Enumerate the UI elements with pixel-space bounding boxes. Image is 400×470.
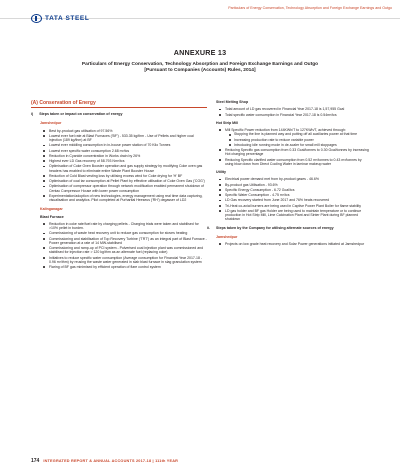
- jamshedpur-alt-list: [207, 242, 369, 246]
- list-item-text: Lowest ever middling consumption in in-house power station of 70 Kilo Tonnes: [49, 143, 171, 148]
- subtitle-line-1: Particulars of Energy Conservation, Technology Absorption and Foreign Exchange Earnings and Outgo: [81, 62, 319, 67]
- list-item: [49, 159, 207, 163]
- list-item-text: Projects on low grade heat recovery and Solar Power generations initiated at Jamshedpur: [225, 242, 365, 246]
- list-item: [225, 242, 369, 246]
- list-item-text: Electrical power demand met from by-product gases - 46.6%: [225, 177, 319, 182]
- list-item: [49, 134, 207, 143]
- list-item: [225, 158, 369, 167]
- tata-logo-icon: [31, 14, 42, 23]
- list-item-text: Experimentation/adoption of new technologies, energy management using real time data capturing, visualisation and analytics. Pilot completed at Purhartial Heeseus ('RH') degasser of LD2: [49, 193, 203, 202]
- list-item: [49, 174, 207, 178]
- running-title: Particulars of Energy Conservation, Technology Absorption and Foreign Exchange Earnings and Outgo: [228, 6, 392, 10]
- list-item-text: Reduction in coke rate/fuel rate by charging pellets - Charging trials were taken and stabilised for >10% pellet in burden.: [49, 221, 199, 230]
- list-item: [225, 113, 369, 117]
- list-item: [49, 184, 207, 193]
- nested-list-item: Stopping the line is planned way and putting off all auxiliaries power at that time: [234, 132, 369, 136]
- list-item: [225, 198, 369, 202]
- list-item-text: Reduction in Cyanide concentration in Works drain by 26%: [49, 153, 141, 158]
- list-item-text: Total specific water consumption in Financial Year 2017-18 is 0.54m³/tcs: [225, 112, 337, 117]
- steel-melting-list: [207, 107, 369, 117]
- logo-text: TATA STEEL: [45, 15, 90, 22]
- list-item: [49, 129, 207, 133]
- list-item-text: Lowest ever specific water consumption 2.68 m³/tcs: [49, 148, 130, 153]
- nested-list: [225, 132, 369, 147]
- list-item: [49, 231, 207, 235]
- list-item: [225, 193, 369, 197]
- list-item: [49, 265, 207, 269]
- list-item: [49, 246, 207, 255]
- subsection-label: Utility: [216, 170, 226, 174]
- list-item-text: Reduction of Cold Blast vesting loss by utilising excess wind for Coke drying for 'H' BF: [49, 173, 183, 178]
- list-item: [225, 183, 369, 187]
- footer-text: INTEGRATED REPORT & ANNUAL ACCOUNTS 2017-18 | 111th YEAR: [43, 459, 179, 463]
- location-label: Jamshedpur: [216, 234, 238, 239]
- location-label: Jamshedpur: [40, 121, 62, 126]
- blast-furnace-list: [31, 222, 207, 270]
- section-heading: (A) Conservation of Energy: [31, 100, 207, 108]
- list-item: [225, 128, 369, 147]
- list-item: [49, 256, 207, 265]
- nested-list-item: Introducing idle running mode in de-scaler for small mill stoppages: [234, 143, 369, 147]
- item-text: Steps taken or impact on conservation of energy: [39, 112, 123, 116]
- hot-strip-mill-list: [207, 128, 369, 166]
- list-item-text: Reducing Specific gas consumption from 0.33 Gcal/tonnes to 0.30 Gcal/tonnes by increasing Hot charging percentage: [225, 148, 369, 157]
- page-number: 174: [31, 458, 40, 464]
- list-item: [49, 179, 207, 183]
- list-item: [225, 177, 369, 181]
- subsection-label: Steel Melting Shop: [216, 100, 249, 104]
- list-item-text: Best by-product gas utilisation of 97.56%: [49, 128, 113, 133]
- item-number: i): [31, 112, 34, 116]
- list-item-text: Specific Energy Consumption - 6.72 Gcal/tcs: [225, 187, 295, 192]
- item-ii-heading: [207, 226, 369, 230]
- page-subtitle: [0, 62, 400, 74]
- list-item: [49, 237, 207, 246]
- list-item: [225, 209, 369, 222]
- nested-list-item: Increasing production rate to reduce variable power: [234, 138, 369, 142]
- list-item: [49, 143, 207, 147]
- item-text: Steps taken by the Company for utilising alternate sources of energy: [216, 225, 334, 230]
- list-item: [49, 194, 207, 203]
- list-item-text: Initiatives to reduce specific water consumption (Average consumption for Financial Year 2017-18 - 0.96 m³/thm) by reusing the waste water generated in slab blast furnace in slag granulation system: [49, 255, 203, 264]
- item-number: ii.: [207, 225, 210, 230]
- list-item: [49, 149, 207, 153]
- utility-list: [207, 177, 369, 221]
- list-item: [225, 107, 369, 111]
- list-item: [49, 154, 207, 158]
- page-title: ANNEXURE 13: [173, 48, 227, 57]
- list-item-text: By-product gas Utilisation - 93.6%: [225, 182, 278, 187]
- tata-steel-logo: [31, 14, 89, 23]
- subtitle-line-2: [Pursuant to Companies (Accounts) Rules, 2014]: [144, 68, 256, 74]
- jamshedpur-list: [31, 129, 207, 203]
- subsection-label: Hot Strip Mill: [216, 120, 239, 125]
- list-item-text: Specific Water Consumption - 4.75 m³/tcs: [225, 193, 290, 197]
- list-item-text: LD gas holder and BF gas Holder are being used to maintain temperature or to continue production in Hot Strip Mill, Lime Calcination Plant and Sinter Plant during BF planned shutdown: [225, 208, 362, 222]
- page-header: [31, 4, 392, 28]
- list-item-text: Flaring of BF gas minimised by efficient operation of flare control system: [49, 265, 161, 269]
- right-column: [207, 100, 369, 247]
- list-item: [225, 188, 369, 192]
- list-item-text: Optimisation of compressor operation through network modification enabled permanent shutdown of Centac Compressor House with lower power consumption: [49, 184, 204, 193]
- list-item-text: Reducing Specific clarified water consumption from 0.52 m³/tonnes to 0.43 m³/tonnes by using blow down from Direct Cooling Water in laminar makeup water: [225, 157, 362, 166]
- list-item: [49, 222, 207, 231]
- list-item: [225, 148, 369, 157]
- list-item: [225, 204, 369, 208]
- list-item-text: Tri-Heat co-axial burners are being used in Captive Power Plant Boiler for flame stability: [225, 203, 362, 208]
- location-label: Kalinganagar: [40, 207, 63, 212]
- item-i-heading: [31, 112, 207, 116]
- list-item-text: LD Gas recovery started from June 2017 and 76% heats recovered: [225, 198, 330, 203]
- list-item-text: Optimisation of Coke Oven Booster operation and gas supply strategy by modifying Coke oven gas headers has enabled to eliminate entire Waste Plant Booster House: [49, 164, 203, 173]
- list-item-text: Optimisation of coal tar consumption at Pellet Plant by effective utilisation of Coke Oven Gas ('COG'): [49, 179, 205, 183]
- page-footer: [31, 458, 178, 464]
- list-item-text: Total amount of LD gas recovered in Financial Year 2017-18 is 1,57,955 Gcal: [225, 107, 345, 112]
- list-item: [49, 164, 207, 173]
- list-item-text: Highest ever LD Gas recovery of 58.793 Nm³/tcs: [49, 159, 125, 163]
- left-column: [31, 100, 207, 270]
- list-item-text: Commissioning of waste heat recovery unit to reduce gas consumption for stoves heating: [49, 231, 188, 236]
- subsection-label: Blast Furnace: [40, 214, 64, 219]
- list-item-text: Lowest ever fuel rate at Blast Furnaces ('BF') - 533.35 kg/thm - Use of Pellets and higher coal injection (189 kg/thm) at BF: [49, 133, 194, 142]
- list-item-text: Commissioning and ramp-up of PCI system - Pulverised coal injection plant was commissioned and stabilised for injection rate > 120 kg/thm as an alternate fuel (replacing coke): [49, 246, 204, 255]
- list-item-text: Commissioning and stabilisation of Top Recovery Turbine ('TRT') as an integral part of Blast Furnace - Power generation at a rate of 14 MW-stabilised: [49, 236, 207, 245]
- list-item-text: Mill Specific Power reduction from 144KWh/T to 127KWh/T, achieved through:: [225, 128, 346, 132]
